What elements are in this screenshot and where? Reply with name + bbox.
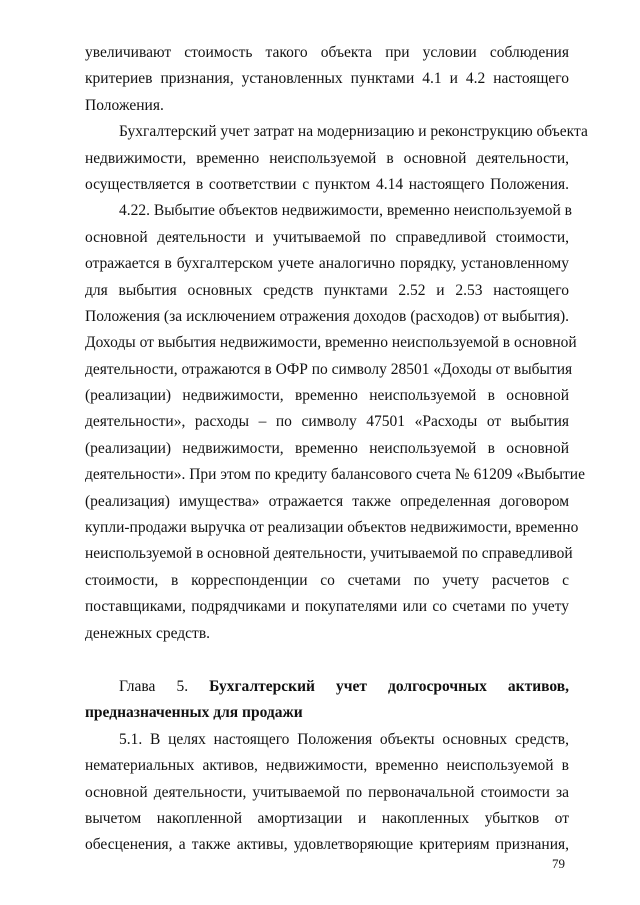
text-line: 4.22. Выбытие объектов недвижимости, временно неиспользуемой в [119, 202, 572, 220]
text-line: обесценения, а также активы, удовлетворяющие критериям признания, [85, 836, 569, 854]
text-line: Положения (за исключением отражения доходов (расходов) от выбытия). [85, 307, 569, 325]
text-line: основной деятельности и учитываемой по справедливой стоимости, [85, 228, 569, 246]
text-line: Доходы от выбытия недвижимости, временно неиспользуемой в основной [85, 334, 577, 352]
text-line: деятельности, отражаются в ОФР по символу 28501 «Доходы от выбытия [85, 360, 573, 378]
text-line: основной деятельности, учитываемой по первоначальной стоимости за [85, 783, 569, 801]
text-line: деятельности». При этом по кредиту балансового счета № 61209 «Выбытие [85, 466, 585, 484]
text-line: вычетом накопленной амортизации и накопленных убытков от [85, 809, 569, 827]
text-line: 5.1. В целях настоящего Положения объекты основных средств, [119, 730, 569, 748]
text-line: (реализации) недвижимости, временно неиспользуемой в основной [85, 439, 569, 457]
text-line: поставщиками, подрядчиками и покупателями или со счетами по учету [85, 598, 569, 616]
text-line: купли-продажи выручка от реализации объектов недвижимости, временно [85, 519, 579, 537]
page-number: 79 [552, 856, 565, 871]
text-line: недвижимости, временно неиспользуемой в основной деятельности, [85, 149, 569, 167]
text-line: осуществляется в соответствии с пунктом 4.14 настоящего Положения. [85, 175, 569, 193]
text-line: критериев признания, установленных пунктами 4.1 и 4.2 настоящего [85, 70, 569, 88]
text-line: Положения. [85, 96, 164, 114]
text-line: (реализация) имущества» отражается также определенная договором [85, 492, 569, 510]
text-line: денежных средств. [85, 624, 211, 642]
text-line: для выбытия основных средств пунктами 2.52 и 2.53 настоящего [85, 281, 569, 299]
text-line: (реализации) недвижимости, временно неиспользуемой в основной [85, 387, 569, 405]
body-text [85, 40, 588, 859]
text-line: Бухгалтерский учет затрат на модернизацию и реконструкцию объекта [119, 123, 588, 141]
chapter-title-continuation: предназначенных для продажи [85, 704, 303, 722]
text-line: стоимости, в корреспонденции со счетами по учету расчетов с [85, 571, 569, 589]
chapter-heading [85, 674, 569, 700]
text-line: неиспользуемой в основной деятельности, учитываемой по справедливой [85, 545, 573, 563]
text-line: увеличивают стоимость такого объекта при условии соблюдения [85, 44, 569, 61]
text-line: отражается в бухгалтерском учете аналогично порядку, установленному [85, 255, 569, 273]
chapter-title: Бухгалтерский учет долгосрочных активов, [209, 677, 570, 695]
text-line: нематериальных активов, недвижимости, временно неиспользуемой в [85, 757, 569, 775]
chapter-number: 5. [176, 677, 189, 695]
chapter-word: Глава [119, 677, 156, 695]
text-line: деятельности», расходы – по символу 47501 «Расходы от выбытия [85, 413, 569, 431]
